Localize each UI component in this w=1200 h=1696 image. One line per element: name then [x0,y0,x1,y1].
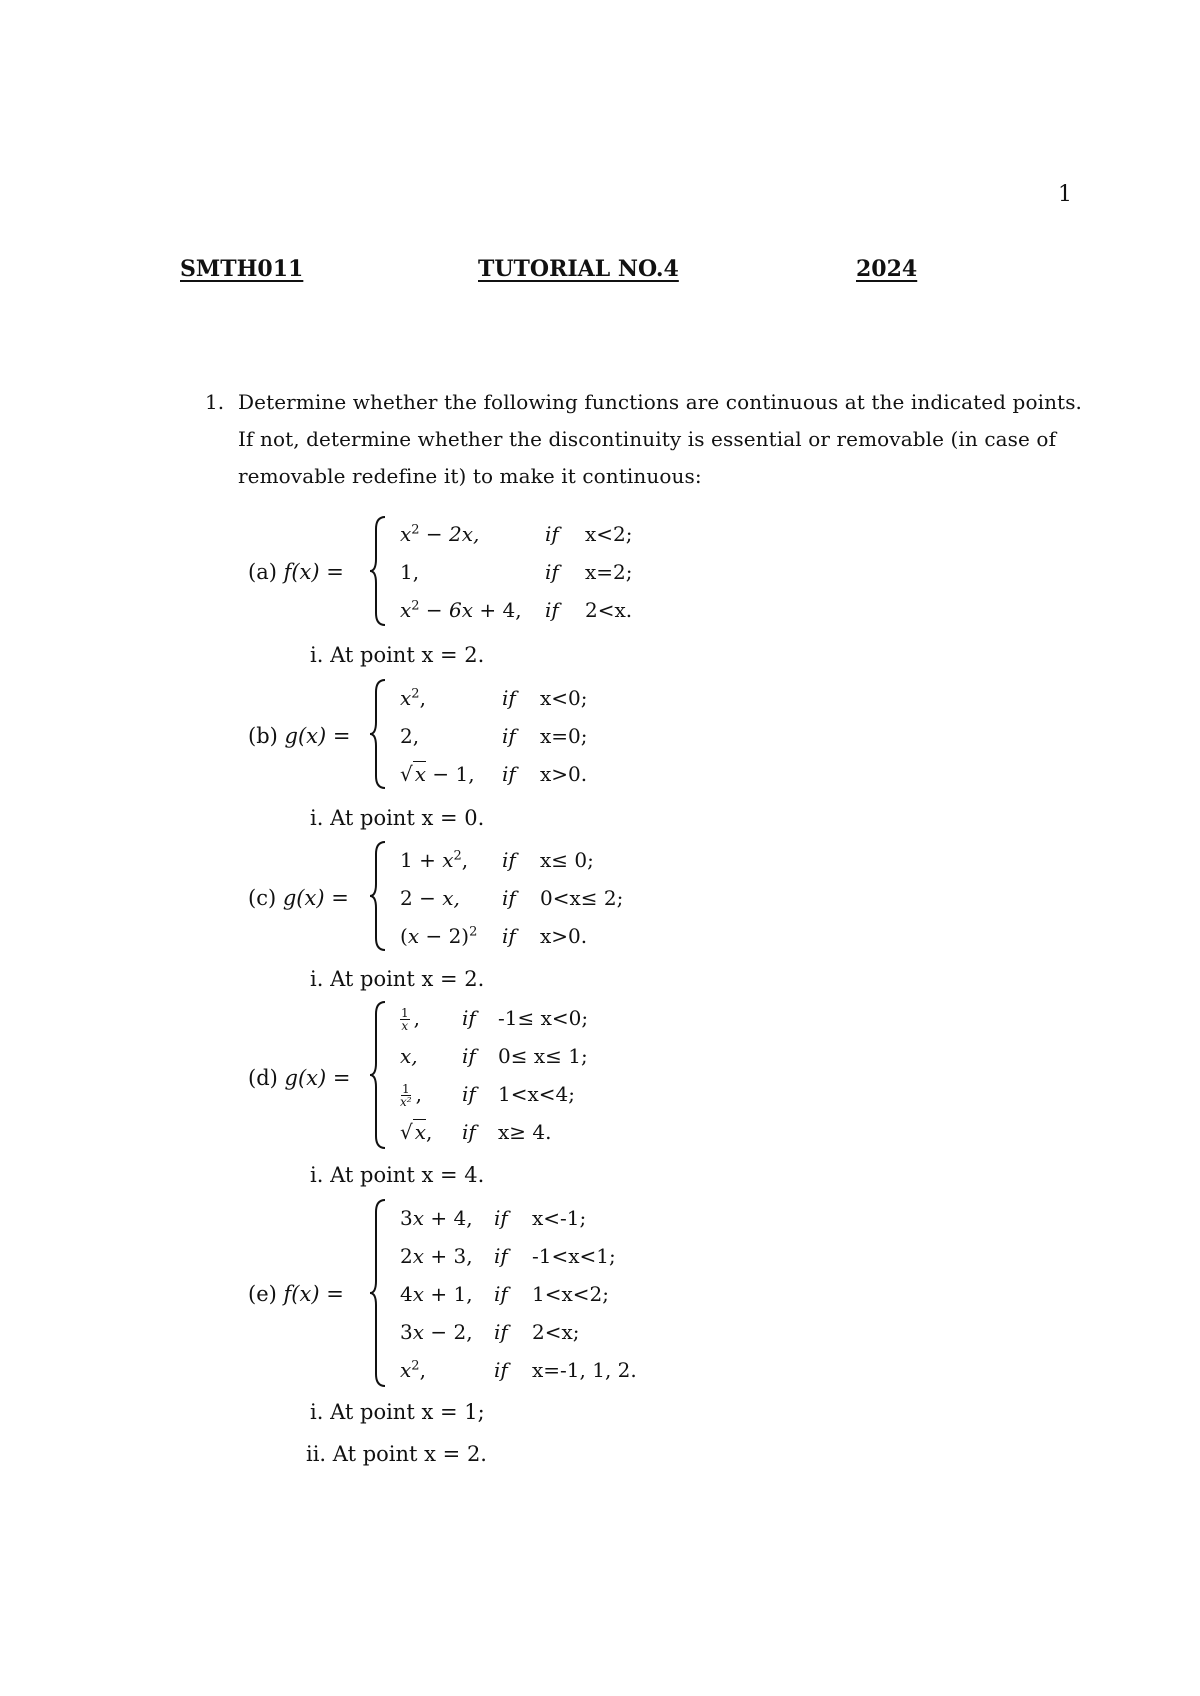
if-word: if [545,560,559,584]
sub-item: i. At point x = 2. [310,967,485,991]
case-condition: 0<x≤ 2; [540,886,624,910]
left-brace [368,840,398,952]
if-word: if [462,1006,476,1030]
part-b-label: (b) g(x) = [248,724,351,748]
sub-item: i. At point x = 1; [310,1400,485,1424]
case-condition: x>0. [540,762,588,786]
case-expr: $x^2 - 6x + 4$, [400,598,522,622]
case-condition: 1<x<2; [532,1282,609,1306]
case-expr: 1, [400,560,420,584]
sub-item: i. At point x = 2. [310,643,485,667]
case-condition: x=-1, 1, 2. [532,1358,637,1382]
if-word: if [494,1320,508,1344]
question-line: If not, determine whether the discontinuity is essential or removable (in case of [238,427,1057,451]
if-word: if [462,1044,476,1068]
if-word: if [494,1358,508,1382]
case-expr: 2x + 3, [400,1244,473,1268]
case-condition: x<-1; [532,1206,587,1230]
case-expr: √ x, [400,1120,433,1144]
case-condition: x≤ 0; [540,848,594,872]
if-word: if [502,686,516,710]
case-condition: -1≤ x<0; [498,1006,589,1030]
if-word: if [462,1082,476,1106]
part-c-label: (c) g(x) = [248,886,349,910]
case-expr: 2, [400,724,420,748]
if-word: if [494,1244,508,1268]
sub-item: i. At point x = 4. [310,1163,485,1187]
if-word: if [502,724,516,748]
case-expr: $x^2$, [400,1358,426,1382]
course-code: SMTH011 [180,256,304,282]
sub-item: ii. At point x = 2. [306,1442,487,1466]
if-word: if [494,1282,508,1306]
case-expr: 4x + 1, [400,1282,473,1306]
case-condition: x=2; [585,560,633,584]
case-condition: 1<x<4; [498,1082,575,1106]
case-condition: x>0. [540,924,588,948]
if-word: if [545,598,559,622]
case-expr: $1 + x^2$, [400,848,469,872]
case-expr: 2 − x, [400,886,460,910]
left-brace [368,678,398,790]
page-title: TUTORIAL NO.4 [478,256,679,282]
case-expr: $\frac{1}{x}$ , [401,1006,420,1033]
part-d-label: (d) g(x) = [248,1066,351,1090]
case-expr: $x^2 - 2x$, [400,522,480,546]
case-condition: x<2; [585,522,633,546]
part-e-label: (e) f(x) = [248,1282,344,1306]
case-expr: √ x − 1, [400,762,475,786]
case-expr: 3x + 4, [400,1206,473,1230]
left-brace [368,515,398,627]
case-expr: x, [400,1044,418,1068]
question-line: Determine whether the following functions are continuous at the indicated points. [238,390,1083,414]
if-word: if [502,762,516,786]
if-word: if [494,1206,508,1230]
case-condition: 2<x. [585,598,633,622]
case-condition: 2<x; [532,1320,580,1344]
case-expr: 3x − 2, [400,1320,473,1344]
part-a-label: (a) f(x) = [248,560,344,584]
if-word: if [502,924,516,948]
if-word: if [545,522,559,546]
page-number: 1 [1058,182,1072,207]
case-expr: $x^2$, [400,686,426,710]
if-word: if [462,1120,476,1144]
left-brace [368,1000,398,1150]
case-condition: x=0; [540,724,588,748]
case-condition: 0≤ x≤ 1; [498,1044,588,1068]
left-brace [368,1198,398,1388]
case-expr: $\frac{1}{\text{x²}}$ , [400,1082,422,1109]
question-number: 1. [205,390,225,414]
if-word: if [502,886,516,910]
question-line: removable redefine it) to make it continuous: [238,464,702,488]
case-condition: -1<x<1; [532,1244,616,1268]
case-expr: $(x - 2)^2$ [400,924,478,948]
year: 2024 [856,256,918,282]
if-word: if [502,848,516,872]
case-condition: x≥ 4. [498,1120,552,1144]
sub-item: i. At point x = 0. [310,806,485,830]
case-condition: x<0; [540,686,588,710]
